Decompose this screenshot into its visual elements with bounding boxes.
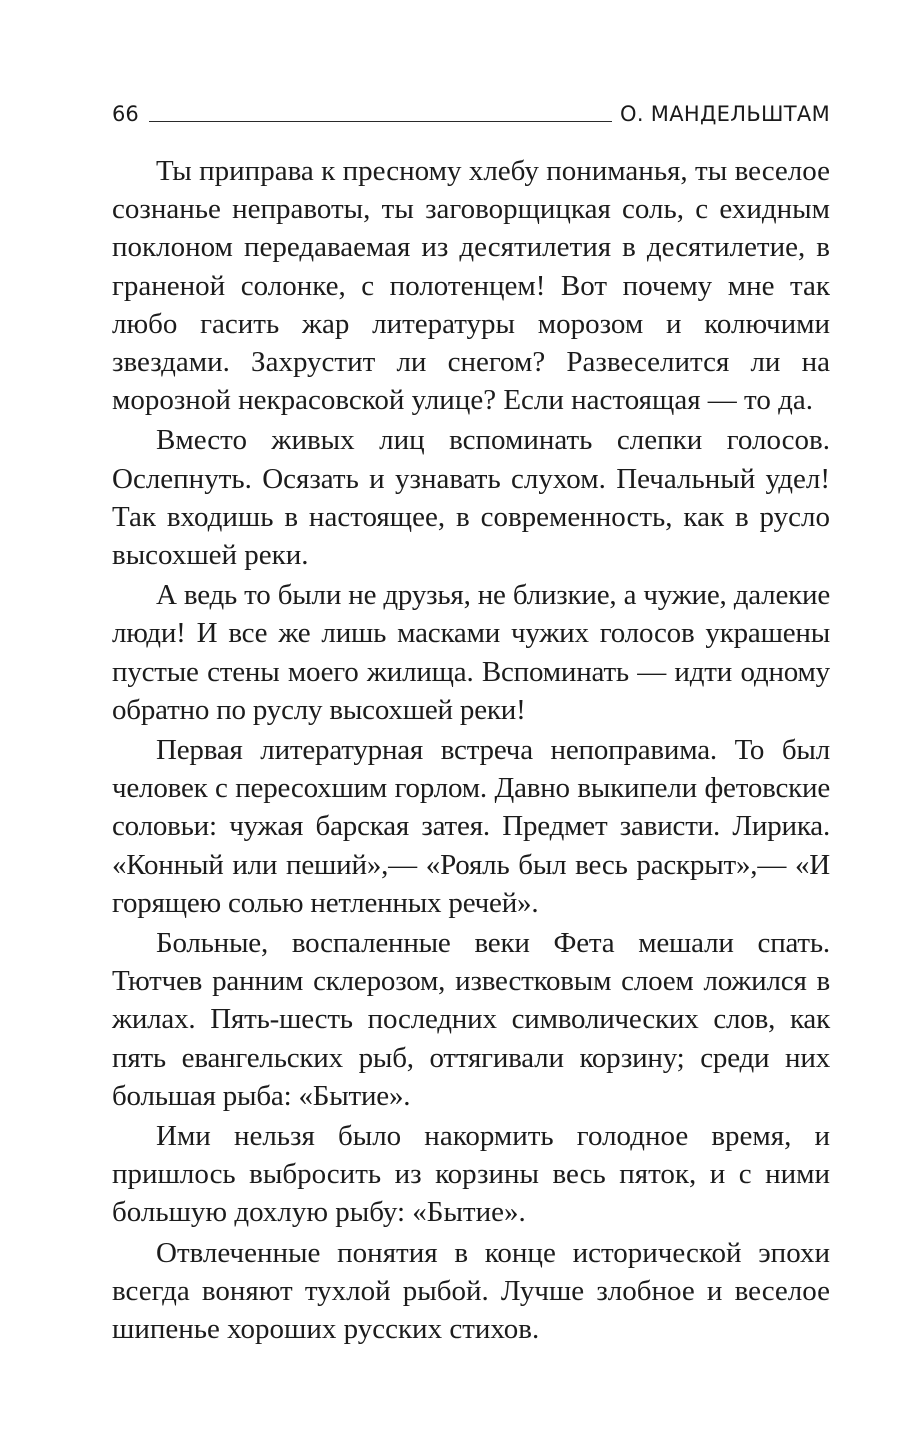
header-rule (149, 121, 612, 122)
paragraph: А ведь то были не друзья, не близкие, а чужие, далекие люди! И все же лишь масками чужих голосов украшены пустые стены моего жилища. Вспоминать — идти одному обратно по руслу высохшей реки! (112, 579, 830, 726)
paragraph: Ты приправа к пресному хлебу пониманья, ты веселое сознанье неправоты, ты заговорщицкая соль, с ехидным поклоном передаваемая из десятилетия в десятилетие, в граненой солонке, с полотенцем! Вот почему мне так любо гасить жар литературы морозом и колючими звездами. Захрустит ли снегом? Развеселится ли на морозной некрасовской улице? Если настоящая — то да. (112, 155, 830, 417)
paragraph: Отвлеченные понятия в конце исторической эпохи всегда воняют тухлой рыбой. Лучше злобное и веселое шипенье хороших русских стихов. (112, 1236, 830, 1346)
page-number: 66 (112, 102, 139, 126)
running-head (112, 100, 830, 128)
body-text (112, 152, 830, 1350)
paragraph: Больные, воспаленные веки Фета мешали спать. Тютчев ранним склерозом, известковым слоем ложился в жилах. Пять-шесть последних символических слов, как пять евангельских рыб, оттягивали корзину; среди них большая рыба: «Бытие». (112, 927, 830, 1112)
paragraph: Вместо живых лиц вспоминать слепки голосов. Ослепнуть. Осязать и узнавать слухом. Печальный удел! Так входишь в настоящее, в современность, как в русло высохшей реки. (112, 424, 830, 572)
running-head-author: О. МАНДЕЛЬШТАМ (620, 102, 830, 126)
paragraph: Ими нельзя было накормить голодное время, и пришлось выбросить из корзины весь пяток, и с ними большую дохлую рыбу: «Бытие». (112, 1120, 830, 1229)
paragraph: Первая литературная встреча непоправима. То был человек с пересохшим горлом. Давно выкипели фетовские соловьи: чужая барская затея. Предмет зависти. Лирика. «Конный или пеший»,— «Рояль был весь раскрыт»,— «И горящею солью нетленных речей». (112, 734, 830, 919)
